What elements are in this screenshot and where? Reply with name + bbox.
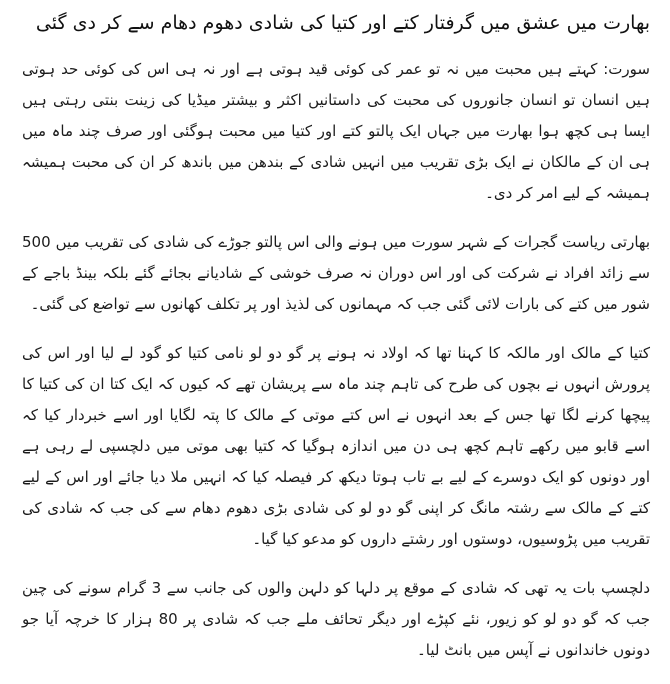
article-headline: بھارت میں عشق میں گرفتار کتے اور کتیا کی شادی دھوم دھام سے کر دی گئی [35, 12, 650, 34]
article-paragraph-3: کتیا کے مالک اور مالکہ کا کہنا تھا کہ اولاد نہ ہونے پر گو دو لو نامی کتیا کو گود لے لیا اور اس کی پرورش انہوں نے بچوں کی طرح کی تاہم چند ماہ سے پریشان تھے کہ کیوں کہ ایک کتا ان کی کتیا کا پیچھا کرنے لگا تھا جس کے بعد انہوں نے اس کتے موتی کے مالک کا پتہ لگایا اور اسے خبردار کیا کہ اسے قابو میں رکھے تاہم کچھ ہی دن میں اندازہ ہوگیا کہ کتیا بھی موتی میں دلچسپی لے رہی ہے اور دونوں کو ایک دوسرے کے لیے بے تاب ہوتا دیکھ کر فیصلہ کیا کہ انہیں ملا دیا جائے اور اس کے لیے کتے کے مالک سے رشتہ مانگ کر اپنی گو دو لو کی شادی بڑی دھوم دھام سے کی جب کہ شادی کی تقریب میں پڑوسیوں، دوستوں اور رشتے داروں کو مدعو کیا گیا۔ [22, 344, 650, 548]
article-paragraph-1: سورت: کہتے ہیں محبت میں نہ تو عمر کی کوئی قید ہوتی ہے اور نہ ہی اس کی کوئی حد ہوتی ہیں انسان تو انسان جانوروں کی محبت کی داستانیں اکثر و بیشتر میڈیا کی زینت بنتی رہتی ہیں ایسا ہی کچھ ہوا بھارت میں جہاں ایک پالتو کتے اور کتیا میں محبت ہوگئی اور صرف چند ماہ میں ہی ان کے مالکان نے ایک بڑی تقریب میں انہیں شادی کے بندھن میں باندھ کر ان کی محبت ہمیشہ ہمیشہ کے لیے امر کر دی۔ [22, 60, 650, 202]
article-paragraph-2: بھارتی ریاست گجرات کے شہر سورت میں ہونے والی اس پالتو جوڑے کی شادی کی تقریب میں 500 سے زائد افراد نے شرکت کی اور اس دوران نہ صرف خوشی کے شادیانے بجائے گئے بلکہ بینڈ باجے کے شور میں کتے کی بارات لائی گئی جب کہ مہمانوں کی لذیذ اور پر تکلف کھانوں سے تواضع کی گئی۔ [22, 233, 650, 313]
article [22, 8, 650, 684]
article-paragraph-4: دلچسپ بات یہ تھی کہ شادی کے موقع پر دلہا کو دلہن والوں کی جانب سے 3 گرام سونے کی چین جب کہ گو دو لو کو زیور، نئے کپڑے اور دیگر تحائف ملے جب کہ شادی پر 80 ہزار کا خرچہ آیا جو دونوں خاندانوں نے آپس میں بانٹ لیا۔ [22, 579, 651, 659]
